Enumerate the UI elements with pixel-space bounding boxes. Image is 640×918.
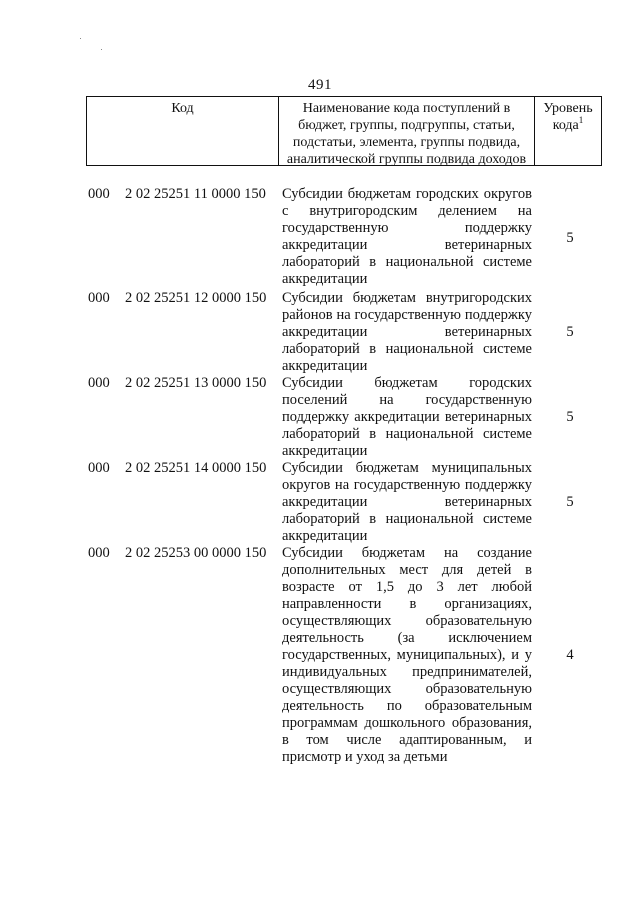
row-code: 2 02 25251 14 0000 150 <box>125 460 267 476</box>
row-prefix: 000 <box>88 375 110 391</box>
row-prefix: 000 <box>88 186 110 202</box>
row-name: Субсидии бюджетам внутригородских районов на государственную поддержку аккредитации ветеринарных лабораторий в национальной системе аккредитации <box>282 290 532 374</box>
row-level: 5 <box>566 494 574 510</box>
header-code: Код <box>87 97 279 165</box>
row-name: Субсидии бюджетам городских поселений на государственную поддержку аккредитации ветеринарных лабораторий в национальной системе аккредитации <box>282 375 532 459</box>
row-name: Субсидии бюджетам городских округов с внутригородским делением на государственную поддержку аккредитации ветеринарных лабораторий в национальной системе аккредитации <box>282 186 532 287</box>
row-name: Субсидии бюджетам на создание дополнительных мест для детей в возрасте от 1,5 до 3 лет любой направленности в организациях, осуществляющих образовательную деятельность (за исключением государственных, муниципальных), и у индивидуальных предпринимателей, осуществляющих образовательную деятельность по образовательным программам дошкольного образования, в том числе адаптированным, и присмотр и уход за детьми <box>282 545 532 765</box>
row-prefix: 000 <box>88 545 110 561</box>
scan-speck <box>80 38 81 39</box>
scan-speck <box>101 49 102 50</box>
header-level-label: Уровень кода <box>543 101 593 133</box>
header-name: Наименование кода поступлений в бюджет, группы, подгруппы, статьи, подстатьи, элемента, группы подвида, аналитической группы подвида доходов <box>279 97 535 165</box>
row-level: 5 <box>566 409 574 425</box>
row-prefix: 000 <box>88 290 110 306</box>
row-name: Субсидии бюджетам муниципальных округов на государственную поддержку аккредитации ветеринарных лабораторий в национальной системе аккредитации <box>282 460 532 544</box>
header-level-footnote: 1 <box>578 115 584 125</box>
row-code: 2 02 25251 11 0000 150 <box>125 186 266 202</box>
row-code: 2 02 25251 13 0000 150 <box>125 375 267 391</box>
row-level: 5 <box>566 230 574 246</box>
header-level <box>535 97 601 165</box>
row-prefix: 000 <box>88 460 110 476</box>
page-number: 491 <box>308 77 332 93</box>
row-level: 5 <box>566 324 574 340</box>
row-code: 2 02 25253 00 0000 150 <box>125 545 267 561</box>
row-level: 4 <box>566 647 574 663</box>
row-code: 2 02 25251 12 0000 150 <box>125 290 267 306</box>
table-header <box>86 96 602 166</box>
